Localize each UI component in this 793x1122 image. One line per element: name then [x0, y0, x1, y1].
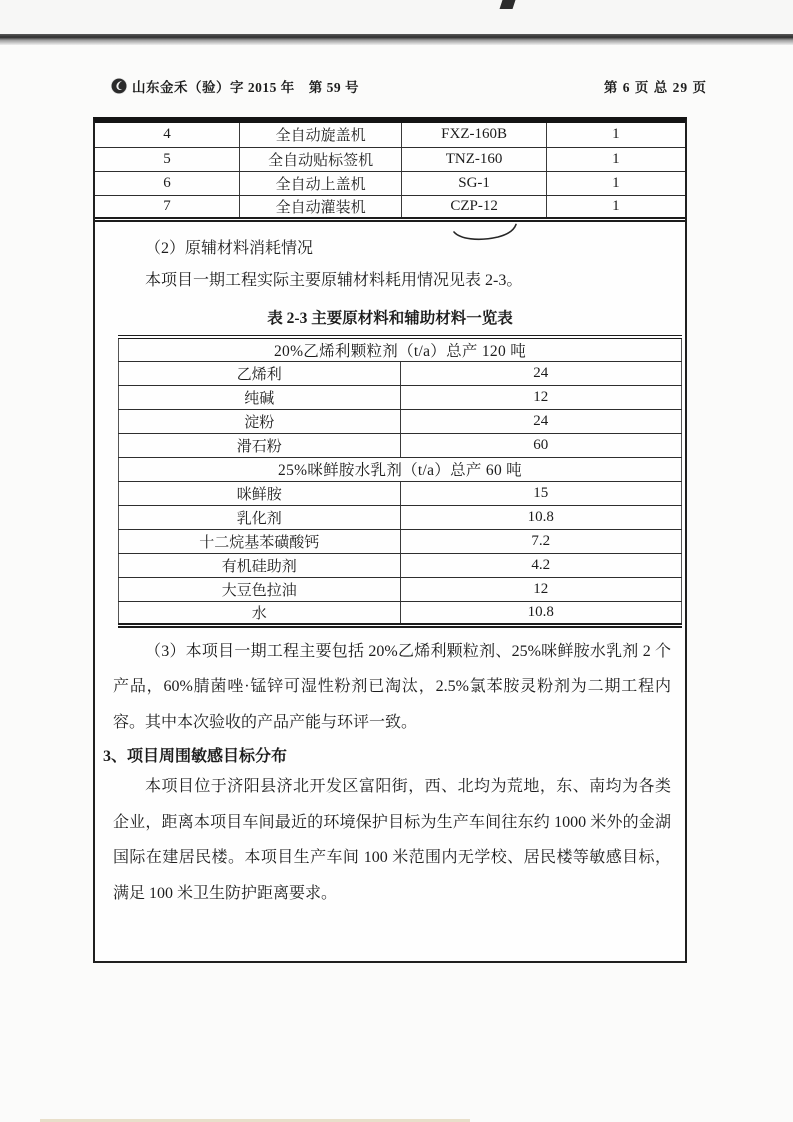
handwritten-check-mark: [450, 223, 550, 245]
equip-model: CZP-12: [402, 195, 547, 219]
section-3-body: 本项目位于济阳县济北开发区富阳街，西、北均为荒地，东、南均为各类企业，距离本项目车间最近的环境保护目标为生产车间往东约 1000 米外的金湖国际在建居民楼。本项目生产车间 100 米范围内无学校、居民楼等敏感目标，满足 100 米卫生防护距离要求。: [113, 778, 671, 902]
table-row: [95, 171, 685, 195]
table-row: [119, 361, 682, 385]
table-row: [119, 505, 682, 529]
scan-margin-top: [0, 0, 793, 34]
table-row: [119, 553, 682, 577]
material-name: 水: [119, 601, 401, 625]
table-row: [119, 529, 682, 553]
material-name: 十二烷基苯磺酸钙: [119, 529, 401, 553]
company-logo-icon: [110, 77, 128, 95]
equip-no: 6: [95, 171, 240, 195]
section-3-heading: 3、项目周围敏感目标分布: [103, 748, 288, 765]
table-row: [95, 147, 685, 171]
material-amount: 24: [400, 409, 682, 433]
equip-model: TNZ-160: [402, 147, 547, 171]
page-number: 第 6 页 总 29 页: [603, 80, 707, 95]
equip-qty: 1: [546, 195, 685, 219]
material-amount: 12: [400, 577, 682, 601]
material-name: 乳化剂: [119, 505, 401, 529]
material-amount: 12: [400, 385, 682, 409]
content-border-box: [93, 117, 687, 963]
equip-model: FXZ-160B: [402, 123, 547, 147]
page-header: [110, 76, 707, 96]
table-row: [119, 433, 682, 457]
materials-group-header: [119, 457, 682, 481]
material-name: 咪鲜胺: [119, 481, 401, 505]
material-amount: 60: [400, 433, 682, 457]
material-amount: 7.2: [400, 529, 682, 553]
doc-number: 山东金禾（验）字 2015 年 第 59 号: [132, 80, 359, 95]
material-amount: 4.2: [400, 553, 682, 577]
material-amount: 15: [400, 481, 682, 505]
section-2-heading: （2）原辅材料消耗情况: [145, 239, 314, 257]
equip-no: 4: [95, 123, 240, 147]
section-2-intro: 本项目一期工程实际主要原辅材料耗用情况见表 2-3。: [145, 271, 523, 289]
equip-qty: 1: [546, 147, 685, 171]
equip-model: SG-1: [402, 171, 547, 195]
material-name: 乙烯利: [119, 361, 401, 385]
equip-qty: 1: [546, 123, 685, 147]
material-amount: 24: [400, 361, 682, 385]
materials-group-header: [119, 337, 682, 362]
equip-name: 全自动旋盖机: [240, 123, 402, 147]
material-name: 有机硅助剂: [119, 553, 401, 577]
equip-no: 5: [95, 147, 240, 171]
material-name: 滑石粉: [119, 433, 401, 457]
material-name: 大豆色拉油: [119, 577, 401, 601]
paragraph-3: （3）本项目一期工程主要包括 20%乙烯利颗粒剂、25%咪鲜胺水乳剂 2 个产品，60%腈菌唑·锰锌可湿性粉剂已淘汰，2.5%氯苯胺灵粉剂为二期工程内容。其中本次验收的产品产能与环评一致。: [113, 642, 671, 731]
table-2-3-title: 表 2-3 主要原材料和辅助材料一览表: [267, 309, 513, 327]
table-row: [119, 577, 682, 601]
equip-qty: 1: [546, 171, 685, 195]
table-row: [119, 409, 682, 433]
material-amount: 10.8: [400, 601, 682, 625]
equipment-table: [95, 123, 685, 222]
material-name: 淀粉: [119, 409, 401, 433]
group-header-label: 25%咪鲜胺水乳剂（t/a）总产 60 吨: [119, 457, 682, 481]
equip-name: 全自动贴标签机: [240, 147, 402, 171]
table-row: [119, 385, 682, 409]
scan-fold-band: [0, 34, 793, 45]
table-row: [95, 123, 685, 147]
material-amount: 10.8: [400, 505, 682, 529]
materials-table: [118, 335, 682, 628]
equip-name: 全自动上盖机: [240, 171, 402, 195]
material-name: 纯碱: [119, 385, 401, 409]
group-header-label: 20%乙烯利颗粒剂（t/a）总产 120 吨: [119, 337, 682, 362]
document-id: [110, 76, 359, 96]
equip-name: 全自动灌装机: [240, 195, 402, 219]
table-row: [119, 481, 682, 505]
table-row: [119, 601, 682, 625]
equip-no: 7: [95, 195, 240, 219]
table-row: [95, 195, 685, 219]
